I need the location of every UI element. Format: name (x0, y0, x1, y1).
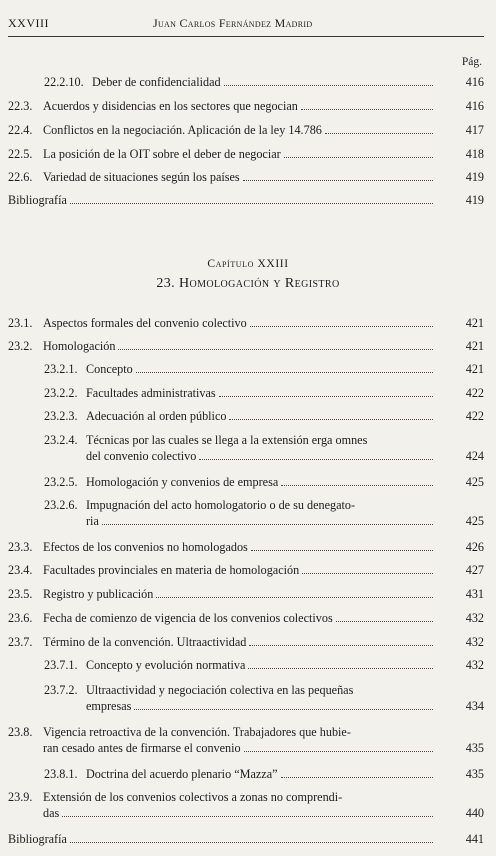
entry-page-number: 419 (465, 170, 484, 184)
entry-number: 23.8. (8, 725, 33, 739)
toc-entry (0, 146, 484, 162)
entry-number: 22.4. (8, 123, 33, 137)
toc-entry (0, 562, 484, 578)
entry-title (8, 831, 436, 847)
entry-number: 23.2.3. (44, 409, 78, 423)
page-column-label: Pág. (461, 56, 482, 68)
entry-title-text: Fecha de comienzo de vigencia de los convenios colectivos (43, 611, 333, 625)
dot-leader (156, 597, 433, 598)
entry-title-line (43, 610, 436, 626)
toc-entry (0, 74, 484, 90)
entry-title-line-1: Ultraactividad y negociación colectiva en las pequeñas (86, 683, 354, 697)
entry-page-number: 434 (465, 699, 484, 713)
entry-title (43, 789, 436, 821)
dot-leader (336, 621, 433, 622)
entry-title (43, 539, 436, 555)
entry-title-text: Registro y publicación (43, 587, 154, 601)
entry-number: 23.2.5. (44, 475, 78, 489)
entry-title-line-2 (86, 513, 436, 529)
toc-entry (0, 539, 484, 555)
entry-title-text: del convenio colectivo (86, 449, 197, 463)
entry-title-text: Concepto (86, 362, 133, 376)
entry-title-line (86, 766, 436, 782)
entry-number: 23.6. (8, 611, 33, 625)
entry-title-text: Bibliografía (8, 832, 67, 846)
entry-number: 22.3. (8, 99, 33, 113)
entry-number: 23.7.2. (44, 683, 78, 697)
entry-title-text: empresas (86, 699, 132, 713)
entry-number: 23.7.1. (44, 658, 78, 672)
entry-page-number: 440 (465, 806, 484, 820)
entry-title (86, 497, 436, 529)
entry-page-number: 419 (465, 193, 484, 207)
toc-entry (0, 98, 484, 114)
toc-entry (0, 361, 484, 377)
entry-number: 23.2.6. (44, 498, 78, 512)
entry-title-text: Deber de confidencialidad (92, 75, 221, 89)
dot-leader (325, 133, 433, 134)
entry-title-text: Homologación (43, 339, 116, 353)
dot-leader (134, 709, 433, 710)
entry-title-text: ria (86, 514, 99, 528)
entry-number: 23.2.2. (44, 386, 78, 400)
entry-page-number: 432 (465, 635, 484, 649)
dot-leader (243, 180, 433, 181)
dot-leader (251, 550, 433, 551)
entry-title-text: das (43, 806, 60, 820)
entry-title (86, 766, 436, 782)
entry-page-number: 422 (465, 386, 484, 400)
entry-title-text: Concepto y evolución normativa (86, 658, 246, 672)
entry-page-number: 427 (465, 563, 484, 577)
dot-leader (102, 524, 433, 525)
entry-title-text: Homologación y convenios de empresa (86, 475, 279, 489)
dot-leader (281, 485, 433, 486)
entry-title-text: Aspectos formales del convenio colectivo (43, 316, 247, 330)
entry-number: 23.2.1. (44, 362, 78, 376)
entry-title (43, 338, 436, 354)
chapter-label: Capítulo XXIII (207, 258, 289, 270)
dot-leader (281, 777, 433, 778)
dot-leader (250, 326, 433, 327)
entry-page-number: 435 (465, 741, 484, 755)
entry-title (86, 361, 436, 377)
entry-title (43, 315, 436, 331)
entry-title-line-1: Vigencia retroactiva de la convención. Trabajadores que hubie- (43, 725, 351, 739)
toc-entry (0, 338, 484, 354)
entry-page-number: 424 (465, 449, 484, 463)
entry-title-line (43, 338, 436, 354)
entry-number: 23.1. (8, 316, 33, 330)
entry-title (43, 610, 436, 626)
entry-title-text: ran cesado antes de firmarse el convenio (43, 741, 241, 755)
entry-title-line (43, 539, 436, 555)
entry-title-text: Conflictos en la negociación. Aplicación de la ley 14.786 (43, 123, 322, 137)
entry-title (43, 562, 436, 578)
entry-title-line (86, 474, 436, 490)
entry-page-number: 425 (465, 475, 484, 489)
entry-title-line (43, 146, 436, 162)
entry-page-number: 435 (465, 767, 484, 781)
entry-title (86, 432, 436, 464)
toc-entry (0, 682, 484, 714)
entry-title (43, 122, 436, 138)
entry-number: 23.2. (8, 339, 33, 353)
dot-leader (70, 203, 433, 204)
entry-title-line-2 (86, 448, 436, 464)
entry-number: 23.4. (8, 563, 33, 577)
entry-page-number: 416 (465, 99, 484, 113)
dot-leader (249, 645, 433, 646)
toc-entry (0, 169, 484, 185)
entry-title-text: Término de la convención. Ultraactividad (43, 635, 247, 649)
toc-entry (0, 315, 484, 331)
entry-page-number: 441 (465, 832, 484, 846)
entry-title (92, 74, 436, 90)
entry-title (43, 98, 436, 114)
entry-page-number: 422 (465, 409, 484, 423)
entry-title-text: Acuerdos y disidencias en los sectores que negocian (43, 99, 298, 113)
entry-title-text: Doctrina del acuerdo plenario “Mazza” (86, 767, 278, 781)
entry-title-text: La posición de la OIT sobre el deber de negociar (43, 147, 281, 161)
toc-entry (0, 408, 484, 424)
entry-title-line (86, 408, 436, 424)
entry-title-line (86, 385, 436, 401)
entry-page-number: 421 (465, 362, 484, 376)
toc-entry (0, 634, 484, 650)
entry-title-line (86, 657, 436, 673)
entry-title (86, 408, 436, 424)
toc-entry (0, 385, 484, 401)
entry-number: 23.8.1. (44, 767, 78, 781)
entry-page-number: 418 (465, 147, 484, 161)
entry-title-line-2 (86, 698, 436, 714)
dot-leader (62, 816, 433, 817)
entry-number: 22.6. (8, 170, 33, 184)
dot-leader (302, 573, 433, 574)
toc-entry (0, 432, 484, 464)
dot-leader (219, 396, 433, 397)
dot-leader (248, 668, 433, 669)
entry-page-number: 425 (465, 514, 484, 528)
entry-title-line (43, 315, 436, 331)
entry-title-line (92, 74, 436, 90)
entry-title-line-2 (43, 805, 436, 821)
entry-number: 23.5. (8, 587, 33, 601)
entry-page-number: 417 (465, 123, 484, 137)
entry-title (86, 682, 436, 714)
running-head-page-number: XXVIII (8, 16, 49, 30)
entry-title-line (43, 586, 436, 602)
entry-title-line (8, 831, 436, 847)
toc-entry (0, 657, 484, 673)
entry-title-text: Facultades provinciales en materia de homologación (43, 563, 300, 577)
entry-number: 22.2.10. (44, 75, 84, 89)
dot-leader (199, 459, 433, 460)
entry-title-line-1: Impugnación del acto homologatorio o de su denegato- (86, 498, 356, 512)
entry-title (86, 385, 436, 401)
entry-title-line-1: Técnicas por las cuales se llega a la extensión erga omnes (86, 433, 368, 447)
entry-title-line (43, 169, 436, 185)
dot-leader (224, 85, 433, 86)
entry-title (43, 724, 436, 756)
entry-title-line (43, 122, 436, 138)
running-head-author: Juan Carlos Fernández Madrid (153, 16, 313, 30)
toc-entry (0, 122, 484, 138)
toc-entry (0, 831, 484, 847)
dot-leader (118, 349, 433, 350)
entry-number: 22.5. (8, 147, 33, 161)
entry-title-line (86, 361, 436, 377)
entry-page-number: 421 (465, 339, 484, 353)
entry-title (43, 146, 436, 162)
entry-title (43, 634, 436, 650)
entry-title (86, 657, 436, 673)
entry-number: 23.9. (8, 790, 33, 804)
entry-page-number: 432 (465, 611, 484, 625)
entry-title (43, 586, 436, 602)
entry-page-number: 421 (465, 316, 484, 330)
entry-title-line (43, 562, 436, 578)
entry-page-number: 416 (465, 75, 484, 89)
entry-page-number: 432 (465, 658, 484, 672)
entry-title-line-2 (43, 740, 436, 756)
toc-entry (0, 766, 484, 782)
entry-title (86, 474, 436, 490)
dot-leader (244, 751, 433, 752)
dot-leader (229, 419, 433, 420)
entry-page-number: 431 (465, 587, 484, 601)
entry-number: 23.2.4. (44, 433, 78, 447)
entry-title-line (43, 98, 436, 114)
chapter-title: 23. Homologación y Registro (156, 276, 340, 291)
entry-title-text: Bibliografía (8, 193, 67, 207)
entry-title-text: Facultades administrativas (86, 386, 216, 400)
dot-leader (136, 372, 433, 373)
toc-entry (0, 586, 484, 602)
toc-entry (0, 789, 484, 821)
toc-entry (0, 497, 484, 529)
entry-title-line (43, 634, 436, 650)
entry-number: 23.7. (8, 635, 33, 649)
toc-entry (0, 192, 484, 208)
toc-entry (0, 474, 484, 490)
entry-title-text: Efectos de los convenios no homologados (43, 540, 248, 554)
dot-leader (70, 842, 433, 843)
dot-leader (301, 109, 433, 110)
running-head (8, 12, 484, 37)
entry-title-line-1: Extensión de los convenios colectivos a zonas no comprendi- (43, 790, 343, 804)
toc-entry (0, 610, 484, 626)
entry-title (8, 192, 436, 208)
dot-leader (284, 157, 433, 158)
toc-entry (0, 724, 484, 756)
entry-title-text: Adecuación al orden público (86, 409, 227, 423)
entry-number: 23.3. (8, 540, 33, 554)
entry-title (43, 169, 436, 185)
entry-title-text: Variedad de situaciones según los países (43, 170, 240, 184)
entry-title-line (8, 192, 436, 208)
entry-page-number: 426 (465, 540, 484, 554)
